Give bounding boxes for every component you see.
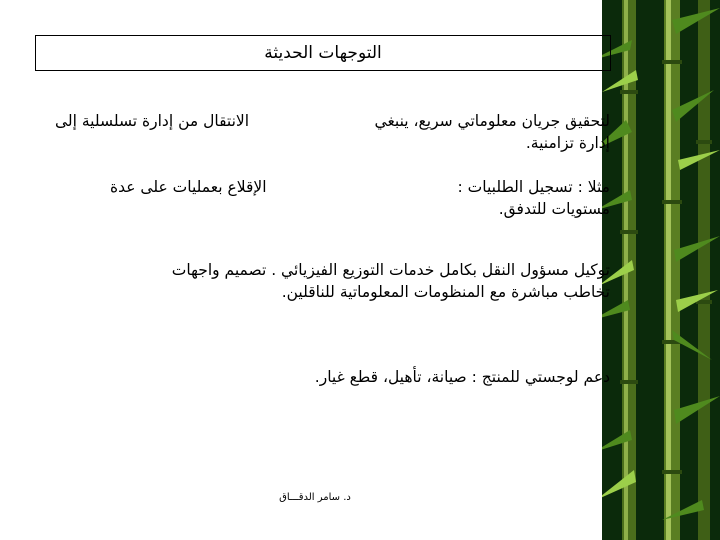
paragraph-3-line-1: توكيل مسؤول النقل بكامل خدمات التوزيع الفيزيائي . تصميم واجهات	[171, 261, 610, 279]
paragraph-2	[110, 176, 610, 220]
paragraph-1-line-1-right: لتحقيق جريان معلوماتي سريع، ينبغي	[374, 112, 610, 130]
paragraph-3	[50, 259, 610, 303]
paragraph-4-line-1: دعم لوجستي للمنتج : صيانة، تأهيل، قطع غيار.	[314, 368, 610, 386]
bamboo-decoration	[602, 0, 720, 540]
paragraph-1	[55, 110, 610, 154]
paragraph-2-line-2: مستويات للتدفق.	[498, 200, 610, 218]
slide-title	[35, 35, 611, 71]
slide-title-text: التوجهات الحديثة	[264, 43, 382, 63]
paragraph-2-line-1-right: مثلا : تسجيل الطلبيات :	[457, 178, 610, 196]
paragraph-1-line-1	[55, 110, 610, 132]
paragraph-1-line-2: إدارة تزامنية.	[525, 134, 610, 152]
paragraph-2-line-1	[110, 176, 610, 198]
slide-footer: د. سامر الدقـــاق	[279, 492, 351, 503]
paragraph-1-line-1-left: الانتقال من إدارة تسلسلية إلى	[55, 112, 250, 130]
paragraph-4	[190, 366, 610, 388]
paragraph-2-line-1-left: الإقلاع بعمليات على عدة	[110, 178, 267, 196]
paragraph-3-line-2: تخاطب مباشرة مع المنظومات المعلوماتية للناقلين.	[281, 283, 610, 301]
